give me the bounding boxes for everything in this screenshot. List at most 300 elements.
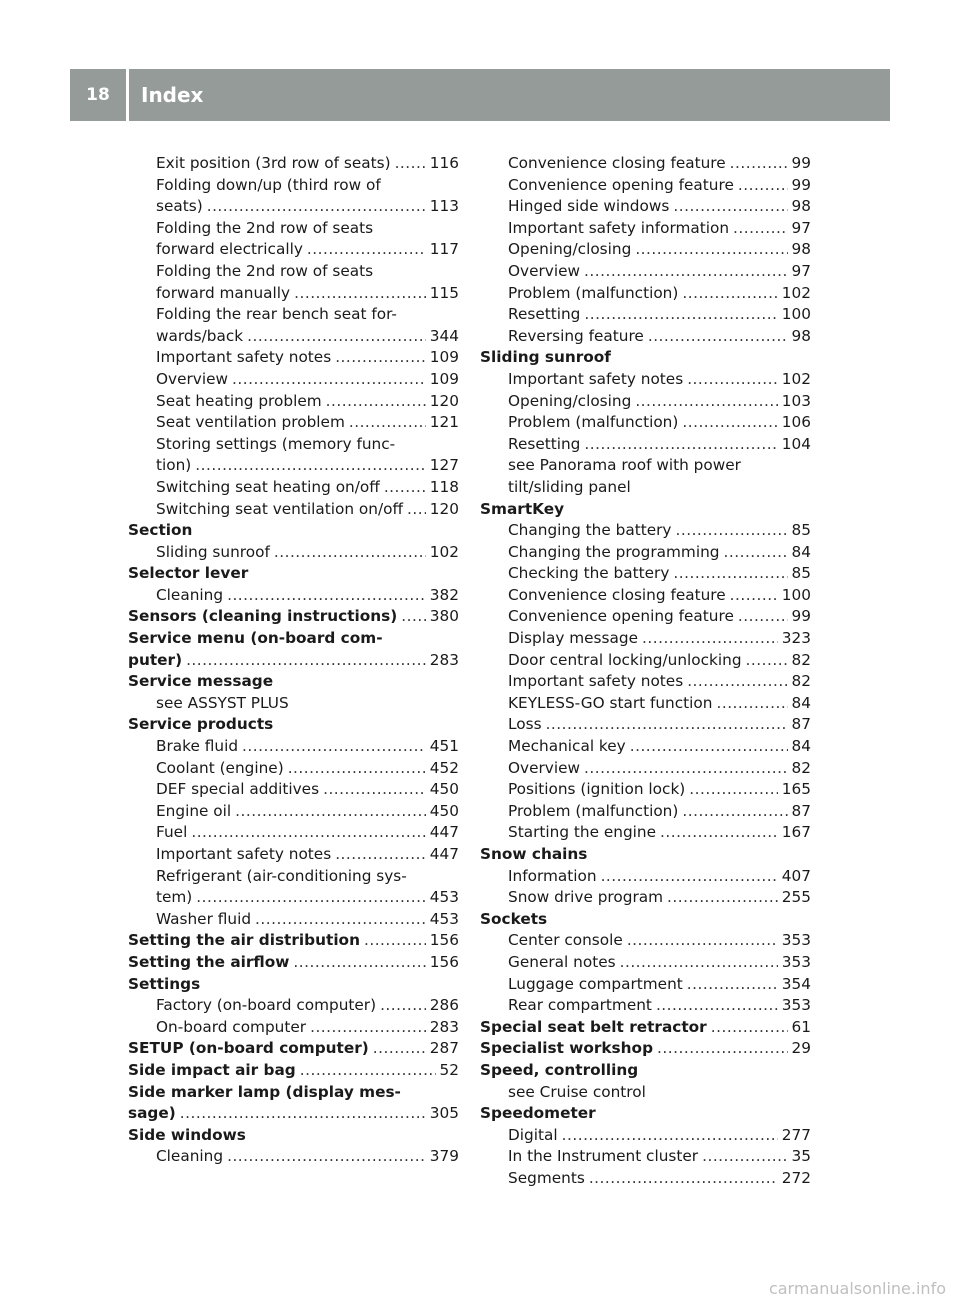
dot-leader bbox=[227, 585, 426, 607]
dot-leader bbox=[738, 175, 788, 197]
index-entry-text: forward electrically bbox=[156, 240, 303, 259]
dot-leader bbox=[724, 542, 788, 564]
dot-leader bbox=[323, 779, 426, 801]
index-entry-text: Center console bbox=[508, 931, 623, 950]
index-entry-text: Convenience opening feature bbox=[508, 175, 734, 194]
index-page-number: 323 bbox=[781, 629, 811, 648]
index-entry bbox=[128, 175, 459, 197]
index-entry-text: Display message bbox=[508, 629, 638, 648]
index-entry bbox=[480, 261, 811, 283]
index-entry bbox=[480, 153, 811, 175]
index-page-number: 353 bbox=[781, 952, 811, 971]
index-entry-text: Changing the battery bbox=[508, 521, 672, 540]
dot-leader bbox=[373, 1038, 426, 1060]
index-entry bbox=[480, 693, 811, 715]
index-page-number: 87 bbox=[791, 715, 811, 734]
index-entry-text: Factory (on-board computer) bbox=[156, 996, 377, 1015]
index-entry bbox=[480, 822, 811, 844]
dot-leader bbox=[546, 714, 788, 736]
index-entry-text: Switching seat heating on/off bbox=[156, 477, 380, 496]
dot-leader bbox=[562, 1125, 778, 1147]
index-page-number: 156 bbox=[429, 931, 459, 950]
index-page-number: 167 bbox=[781, 823, 811, 842]
index-page-number: 120 bbox=[429, 499, 459, 518]
index-entry-text: see Panorama roof with power bbox=[508, 456, 741, 475]
dot-leader bbox=[687, 369, 778, 391]
index-entry-text: Hinged side windows bbox=[508, 197, 670, 216]
dot-leader bbox=[232, 369, 426, 391]
dot-leader bbox=[274, 542, 426, 564]
index-entry-text: see Cruise control bbox=[508, 1082, 646, 1101]
index-entry bbox=[480, 628, 811, 650]
index-entry bbox=[128, 218, 459, 240]
dot-leader bbox=[682, 283, 777, 305]
index-entry-text: Side windows bbox=[128, 1125, 246, 1144]
index-entry bbox=[128, 499, 459, 521]
index-entry bbox=[128, 736, 459, 758]
index-page-number: 353 bbox=[781, 931, 811, 950]
index-entry bbox=[128, 261, 459, 283]
index-page-number: 82 bbox=[791, 758, 811, 777]
dot-leader bbox=[235, 801, 426, 823]
index-entry-text: Special seat belt retractor bbox=[480, 1017, 707, 1036]
index-entry bbox=[480, 1168, 811, 1190]
index-entry-text: Snow drive program bbox=[508, 888, 664, 907]
index-heading bbox=[128, 1038, 459, 1060]
index-entry-text: Exit position (3rd row of seats) bbox=[156, 154, 391, 172]
index-page-number: 165 bbox=[781, 780, 811, 799]
dot-leader bbox=[384, 477, 426, 499]
index-entry bbox=[480, 369, 811, 391]
index-heading bbox=[128, 650, 459, 672]
index-entry-text: Important safety notes bbox=[508, 369, 684, 388]
index-entry bbox=[480, 542, 811, 564]
index-entry-text: tion) bbox=[156, 456, 192, 475]
dot-leader bbox=[635, 391, 777, 413]
index-entry bbox=[480, 283, 811, 305]
index-entry-text: Overview bbox=[508, 261, 581, 280]
index-entry-text: Luggage compartment bbox=[508, 974, 683, 993]
index-heading bbox=[128, 1103, 459, 1125]
index-entry bbox=[480, 412, 811, 434]
dot-leader bbox=[300, 1060, 436, 1082]
dot-leader bbox=[738, 606, 788, 628]
index-entry-text: Side marker lamp (display mes- bbox=[128, 1082, 401, 1101]
dot-leader bbox=[733, 218, 787, 240]
dot-leader bbox=[730, 585, 778, 607]
index-entry bbox=[480, 866, 811, 888]
dot-leader bbox=[682, 801, 787, 823]
index-entry-text: Seat heating problem bbox=[156, 391, 322, 410]
index-entry bbox=[480, 1125, 811, 1147]
index-entry bbox=[480, 714, 811, 736]
index-entry-text: Resetting bbox=[508, 434, 581, 453]
dot-leader bbox=[657, 1038, 788, 1060]
index-entry-text: Information bbox=[508, 866, 597, 885]
index-entry bbox=[128, 909, 459, 931]
index-entry-text: Opening/closing bbox=[508, 391, 632, 410]
index-page-number: 156 bbox=[429, 952, 459, 971]
index-page-number: 380 bbox=[429, 607, 459, 626]
dot-leader bbox=[247, 326, 426, 348]
index-entry bbox=[480, 477, 811, 499]
dot-leader bbox=[667, 887, 778, 909]
index-heading bbox=[128, 628, 459, 650]
index-entry bbox=[128, 1017, 459, 1039]
index-page-number: 382 bbox=[429, 585, 459, 604]
index-entry-text: Mechanical key bbox=[508, 737, 626, 756]
index-entry bbox=[128, 412, 459, 434]
index-heading bbox=[128, 952, 459, 974]
dot-leader bbox=[656, 995, 778, 1017]
dot-leader bbox=[349, 412, 426, 434]
index-entry-text: KEYLESS-GO start function bbox=[508, 693, 713, 712]
index-page-number: 286 bbox=[429, 996, 459, 1015]
index-entry-text: Brake fluid bbox=[156, 737, 239, 756]
index-entry bbox=[480, 779, 811, 801]
index-page-number: 450 bbox=[429, 780, 459, 799]
index-entry-text: Engine oil bbox=[156, 801, 232, 820]
dot-leader bbox=[584, 304, 777, 326]
index-page-number: 287 bbox=[429, 1039, 459, 1058]
index-entry bbox=[128, 347, 459, 369]
index-entry bbox=[480, 801, 811, 823]
index-entry-text: Segments bbox=[508, 1168, 585, 1187]
dot-leader bbox=[689, 779, 778, 801]
index-entry bbox=[128, 153, 459, 175]
index-page-number: 52 bbox=[439, 1060, 459, 1079]
index-entry-text: Cleaning bbox=[156, 585, 224, 604]
index-page-number: 85 bbox=[791, 521, 811, 540]
dot-leader bbox=[227, 1146, 426, 1168]
dot-leader bbox=[310, 1017, 426, 1039]
index-page-number: 99 bbox=[791, 175, 811, 194]
index-page-number: 450 bbox=[429, 801, 459, 820]
index-entry bbox=[128, 477, 459, 499]
index-entry bbox=[480, 887, 811, 909]
index-entry-text: Loss bbox=[508, 715, 542, 734]
index-page-number: 87 bbox=[791, 801, 811, 820]
dot-leader bbox=[186, 650, 426, 672]
index-entry bbox=[480, 671, 811, 693]
index-page-number: 121 bbox=[429, 413, 459, 432]
index-entry-text: Resetting bbox=[508, 305, 581, 324]
index-page-number: 85 bbox=[791, 564, 811, 583]
dot-leader bbox=[675, 520, 787, 542]
index-entry-text: Folding the 2nd row of seats bbox=[156, 261, 374, 280]
index-entry bbox=[128, 455, 459, 477]
index-entry-text: Switching seat ventilation on/off bbox=[156, 499, 404, 518]
index-entry-text: SETUP (on-board computer) bbox=[128, 1039, 369, 1058]
index-entry bbox=[480, 736, 811, 758]
index-entry-text: Fuel bbox=[156, 823, 188, 842]
index-entry-text: Sensors (cleaning instructions) bbox=[128, 607, 398, 626]
index-page-number: 102 bbox=[781, 283, 811, 302]
index-heading bbox=[480, 844, 811, 866]
index-page-number: 84 bbox=[791, 693, 811, 712]
index-entry-text: Service products bbox=[128, 715, 274, 734]
dot-leader bbox=[242, 736, 426, 758]
dot-leader bbox=[335, 844, 426, 866]
dot-leader bbox=[364, 930, 426, 952]
index-entry bbox=[480, 650, 811, 672]
index-entry-text: Opening/closing bbox=[508, 240, 632, 259]
index-entry-text: Convenience closing feature bbox=[508, 585, 726, 604]
index-entry-text: Folding down/up (third row of bbox=[156, 175, 381, 194]
dot-leader bbox=[407, 499, 426, 521]
index-entry bbox=[128, 822, 459, 844]
dot-leader bbox=[195, 455, 426, 477]
index-entry-text: Setting the air distribution bbox=[128, 931, 360, 950]
dot-leader bbox=[395, 153, 426, 175]
index-entry bbox=[480, 304, 811, 326]
index-entry-text: Digital bbox=[508, 1125, 558, 1144]
index-entry bbox=[128, 801, 459, 823]
dot-leader bbox=[601, 866, 778, 888]
index-heading bbox=[480, 909, 811, 931]
dot-leader bbox=[620, 952, 778, 974]
index-entry bbox=[128, 369, 459, 391]
index-page-number: 99 bbox=[791, 607, 811, 626]
index-entry bbox=[128, 844, 459, 866]
dot-leader bbox=[687, 974, 778, 996]
dot-leader bbox=[648, 326, 788, 348]
dot-leader bbox=[673, 196, 787, 218]
index-entry bbox=[128, 434, 459, 456]
dot-leader bbox=[307, 239, 426, 261]
index-page-number: 82 bbox=[791, 650, 811, 669]
index-page-number: 109 bbox=[429, 369, 459, 388]
dot-leader bbox=[294, 283, 426, 305]
index-column-left bbox=[128, 153, 459, 1168]
index-entry-text: Important safety notes bbox=[156, 348, 332, 367]
dot-leader bbox=[630, 736, 788, 758]
index-entry-text: Overview bbox=[156, 369, 229, 388]
index-page-number: 84 bbox=[791, 737, 811, 756]
index-page-number: 283 bbox=[429, 1017, 459, 1036]
dot-leader bbox=[682, 412, 777, 434]
index-page-number: 102 bbox=[429, 542, 459, 561]
index-entry bbox=[480, 326, 811, 348]
index-page-number: 82 bbox=[791, 672, 811, 691]
index-page-number: 100 bbox=[781, 585, 811, 604]
index-entry-text: sage) bbox=[128, 1104, 176, 1123]
index-page-number: 115 bbox=[429, 283, 459, 302]
dot-leader bbox=[380, 995, 426, 1017]
index-entry-text: Snow chains bbox=[480, 845, 588, 863]
index-entry bbox=[128, 866, 459, 888]
index-heading bbox=[128, 930, 459, 952]
index-page-number: 98 bbox=[791, 240, 811, 259]
index-entry-text: Washer fluid bbox=[156, 909, 252, 928]
index-entry bbox=[128, 391, 459, 413]
index-heading bbox=[128, 714, 459, 736]
index-page-number: 118 bbox=[429, 477, 459, 496]
index-entry-text: DEF special additives bbox=[156, 780, 320, 799]
watermark: carmanualsonline.info bbox=[768, 1279, 946, 1298]
index-column-right bbox=[480, 153, 811, 1190]
dot-leader bbox=[335, 347, 426, 369]
index-entry-text: Specialist workshop bbox=[480, 1039, 654, 1058]
dot-leader bbox=[196, 887, 426, 909]
index-entry-text: Section bbox=[128, 521, 193, 540]
index-page-number: 453 bbox=[429, 888, 459, 907]
dot-leader bbox=[191, 822, 425, 844]
index-entry-text: On-board computer bbox=[156, 1017, 307, 1036]
index-entry-text: Problem (malfunction) bbox=[508, 801, 679, 820]
index-page-number: 109 bbox=[429, 348, 459, 367]
index-entry bbox=[128, 326, 459, 348]
index-page-number: 116 bbox=[429, 154, 459, 172]
index-entry-text: Selector lever bbox=[128, 564, 249, 583]
index-entry bbox=[128, 304, 459, 326]
index-heading bbox=[480, 1017, 811, 1039]
index-entry-text: Setting the airflow bbox=[128, 952, 290, 971]
index-entry bbox=[128, 693, 459, 715]
index-entry bbox=[128, 779, 459, 801]
index-heading bbox=[480, 1103, 811, 1125]
index-page-number: 99 bbox=[791, 154, 811, 172]
index-entry-text: Door central locking/unlocking bbox=[508, 650, 742, 669]
index-heading bbox=[480, 347, 811, 369]
index-page-number: 29 bbox=[791, 1039, 811, 1058]
index-page-number: 447 bbox=[429, 845, 459, 863]
index-entry-text: forward manually bbox=[156, 283, 291, 302]
index-heading bbox=[128, 974, 459, 996]
index-entry-text: Changing the programming bbox=[508, 542, 720, 561]
index-page-number: 354 bbox=[781, 974, 811, 993]
index-entry-text: Speedometer bbox=[480, 1104, 596, 1123]
index-page-number: 283 bbox=[429, 650, 459, 669]
index-page-number: 113 bbox=[429, 197, 459, 216]
index-entry-text: Convenience opening feature bbox=[508, 607, 734, 626]
index-page-number: 277 bbox=[781, 1125, 811, 1144]
dot-leader bbox=[627, 930, 778, 952]
index-page-number: 103 bbox=[781, 391, 811, 410]
index-entry-text: Service message bbox=[128, 672, 274, 691]
dot-leader bbox=[687, 671, 787, 693]
index-entry bbox=[480, 520, 811, 542]
index-entry bbox=[480, 606, 811, 628]
index-heading bbox=[128, 671, 459, 693]
index-page-number: 353 bbox=[781, 996, 811, 1015]
dot-leader bbox=[584, 434, 777, 456]
index-entry bbox=[128, 995, 459, 1017]
index-entry-text: Starting the engine bbox=[508, 823, 657, 842]
dot-leader bbox=[293, 952, 425, 974]
index-entry-text: Side impact air bag bbox=[128, 1060, 296, 1079]
index-entry-text: Important safety information bbox=[508, 218, 730, 237]
index-page-number: 35 bbox=[791, 1147, 811, 1166]
index-entry bbox=[128, 758, 459, 780]
index-entry bbox=[480, 196, 811, 218]
index-entry bbox=[480, 1146, 811, 1168]
dot-leader bbox=[716, 693, 787, 715]
index-entry bbox=[480, 391, 811, 413]
index-entry bbox=[480, 585, 811, 607]
index-entry-text: seats) bbox=[156, 197, 203, 216]
index-page-number: 344 bbox=[429, 326, 459, 345]
index-entry-text: Convenience closing feature bbox=[508, 154, 726, 172]
index-page-number: 447 bbox=[429, 823, 459, 842]
dot-leader bbox=[180, 1103, 426, 1125]
index-page-number: 104 bbox=[781, 434, 811, 453]
index-page-number: 61 bbox=[791, 1017, 811, 1036]
index-entry bbox=[480, 930, 811, 952]
index-entry-text: SmartKey bbox=[480, 499, 565, 518]
index-entry-text: Folding the 2nd row of seats bbox=[156, 218, 374, 237]
index-entry-text: Sliding sunroof bbox=[480, 348, 611, 367]
index-entry bbox=[128, 585, 459, 607]
page-title: Index bbox=[141, 83, 204, 107]
index-entry-text: Problem (malfunction) bbox=[508, 283, 679, 302]
index-entry-text: tem) bbox=[156, 888, 193, 907]
index-page-number: 97 bbox=[791, 261, 811, 280]
index-entry bbox=[128, 283, 459, 305]
index-heading bbox=[128, 1082, 459, 1104]
index-entry-text: Seat ventilation problem bbox=[156, 413, 345, 432]
index-entry bbox=[128, 1146, 459, 1168]
index-page-number: 453 bbox=[429, 909, 459, 928]
index-entry-text: puter) bbox=[128, 650, 183, 669]
index-entry bbox=[480, 1082, 811, 1104]
index-page-number: 100 bbox=[781, 305, 811, 324]
dot-leader bbox=[702, 1146, 787, 1168]
index-entry-text: Sliding sunroof bbox=[156, 542, 270, 561]
index-page-number: 305 bbox=[429, 1104, 459, 1123]
index-page-number: 102 bbox=[781, 369, 811, 388]
index-entry bbox=[480, 218, 811, 240]
index-page-number: 98 bbox=[791, 326, 811, 345]
dot-leader bbox=[635, 239, 787, 261]
index-heading bbox=[128, 606, 459, 628]
index-entry-text: In the Instrument cluster bbox=[508, 1147, 699, 1166]
index-entry-text: Refrigerant (air-conditioning sys- bbox=[156, 866, 407, 885]
index-heading bbox=[480, 499, 811, 521]
index-entry-text: see ASSYST PLUS bbox=[156, 693, 289, 712]
page-number: 18 bbox=[86, 85, 110, 105]
index-entry bbox=[128, 196, 459, 218]
index-page-number: 379 bbox=[429, 1147, 459, 1166]
index-entry bbox=[128, 542, 459, 564]
index-heading bbox=[480, 1038, 811, 1060]
index-entry-text: Folding the rear bench seat for- bbox=[156, 305, 397, 324]
dot-leader bbox=[288, 758, 426, 780]
index-page-number: 120 bbox=[429, 391, 459, 410]
dot-leader bbox=[746, 650, 788, 672]
dot-leader bbox=[673, 563, 787, 585]
header-divider bbox=[126, 69, 129, 121]
index-page-number: 106 bbox=[781, 413, 811, 432]
dot-leader bbox=[584, 261, 788, 283]
index-entry-text: wards/back bbox=[156, 326, 244, 345]
index-entry bbox=[480, 995, 811, 1017]
index-entry-text: Reversing feature bbox=[508, 326, 644, 345]
index-page-number: 255 bbox=[781, 888, 811, 907]
index-entry bbox=[480, 239, 811, 261]
index-entry bbox=[480, 563, 811, 585]
index-entry-text: Cleaning bbox=[156, 1147, 224, 1166]
index-entry-text: General notes bbox=[508, 952, 616, 971]
index-entry-text: Checking the battery bbox=[508, 564, 670, 583]
dot-leader bbox=[326, 391, 426, 413]
index-entry-text: tilt/sliding panel bbox=[508, 477, 631, 496]
index-entry-text: Sockets bbox=[480, 909, 548, 928]
index-entry-text: Rear compartment bbox=[508, 996, 652, 1015]
index-entry-text: Service menu (on-board com- bbox=[128, 629, 383, 648]
index-entry bbox=[480, 758, 811, 780]
index-page-number: 98 bbox=[791, 197, 811, 216]
